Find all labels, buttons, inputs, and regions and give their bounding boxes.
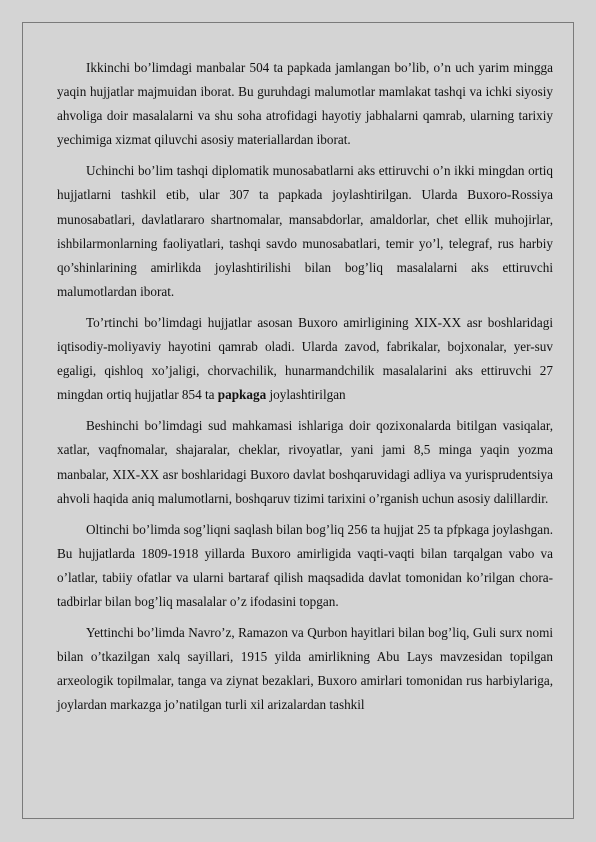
bold-word: papkaga: [217, 387, 267, 403]
document-page: [22, 22, 574, 819]
paragraph-uchinchi: Uchinchi bo’lim tashqi diplomatik munosabatlarni aks ettiruvchi o’n ikki mingdan ortiq hujjatlarni tashkil etib, ular 307 ta papkada joylashtirilgan. Ularda Buxoro-Rossiya munosabatlari, davlatlararo shartnomalar, mansabdorlar, amaldorlar, chet ellik muhojirlar, ishbilarmonlarning faoliyatlari, tashqi savdo munosabatlari, temir yo’l, telegraf, rus harbiy qo’shinlarining amirlikda joylashtirilishi bilan bog’liq masalalarni aks ettiruvchi malumotlardan iborat.: [57, 163, 553, 299]
paragraph-tortinchi: [57, 311, 553, 407]
document-body: [57, 56, 553, 717]
paragraph-ikkinchi: Ikkinchi bo’limdagi manbalar 504 ta papkada jamlangan bo’lib, o’n uch yarim mingga yaqin hujjatlar majmuidan iborat. Bu guruhdagi malumotlar mamlakat tashqi va ichki siyosiy ahvoliga doir masalalarni va shu soha atrofidagi hayotiy jabhalarni qamrab, ularning tarixiy yechimiga xizmat qiluvchi asosiy materiallardan iborat.: [57, 60, 553, 148]
paragraph-beshinchi: Beshinchi bo’limdagi sud mahkamasi ishlariga doir qozixonalarda bitilgan vasiqalar, xatlar, vaqfnomalar, shajaralar, cheklar, rivoyatlar, yani jami 8,5 minga yaqin yozma manbalar, XIX-XX asr boshlaridagi Buxoro davlat boshqaruvidagi adliya va yurisprudentsiya ahvoli haqida aniq malumotlarni, boshqaruv tizimi tarixini o’rganish uchun asosiy dalillardir.: [57, 418, 553, 506]
paragraph-text: To’rtinchi bo’limdagi hujjatlar asosan Buxoro amirligining XIX-XX asr boshlaridagi iqtisodiy-moliyaviy hayotini qamrab oladi. Ularda zavod, fabrikalar, bojxonalar, yer-suv egaligi, qishloq xo’jaligi, chorvachilik, hunarmandchilik masalalarini aks ettiruvchi 27 mingdan ortiq hujjatlar 854 ta: [57, 314, 553, 403]
paragraph-oltinchi: Oltinchi bo’limda sog’liqni saqlash bilan bog’liq 256 ta hujjat 25 ta pfpkaga joylashgan. Bu hujjatlarda 1809-1918 yillarda Buxoro amirligida vaqti-vaqti bilan tarqalgan vabo va o’latlar, tabiiy ofatlar va ularni bartaraf qilish maqsadida davlat tomonidan ko’rilgan chora-tadbirlar bilan bog’liq masalalar o’z ifodasini topgan.: [57, 521, 553, 609]
paragraph-text: joylashtirilgan: [266, 387, 346, 403]
paragraph-yettinchi: Yettinchi bo’limda Navro’z, Ramazon va Qurbon hayitlari bilan bog’liq, Guli surx nomi bilan o’tkazilgan xalq sayillari, 1915 yilda amirlikning Abu Lays mavzesidan topilgan arxeologik topilmalar, tanga va ziynat bezaklari, Buxoro amirlari tomonidan rus harbiylariga, joylardan markazga jo’natilgan turli xil arizalardan tashkil: [57, 625, 553, 713]
